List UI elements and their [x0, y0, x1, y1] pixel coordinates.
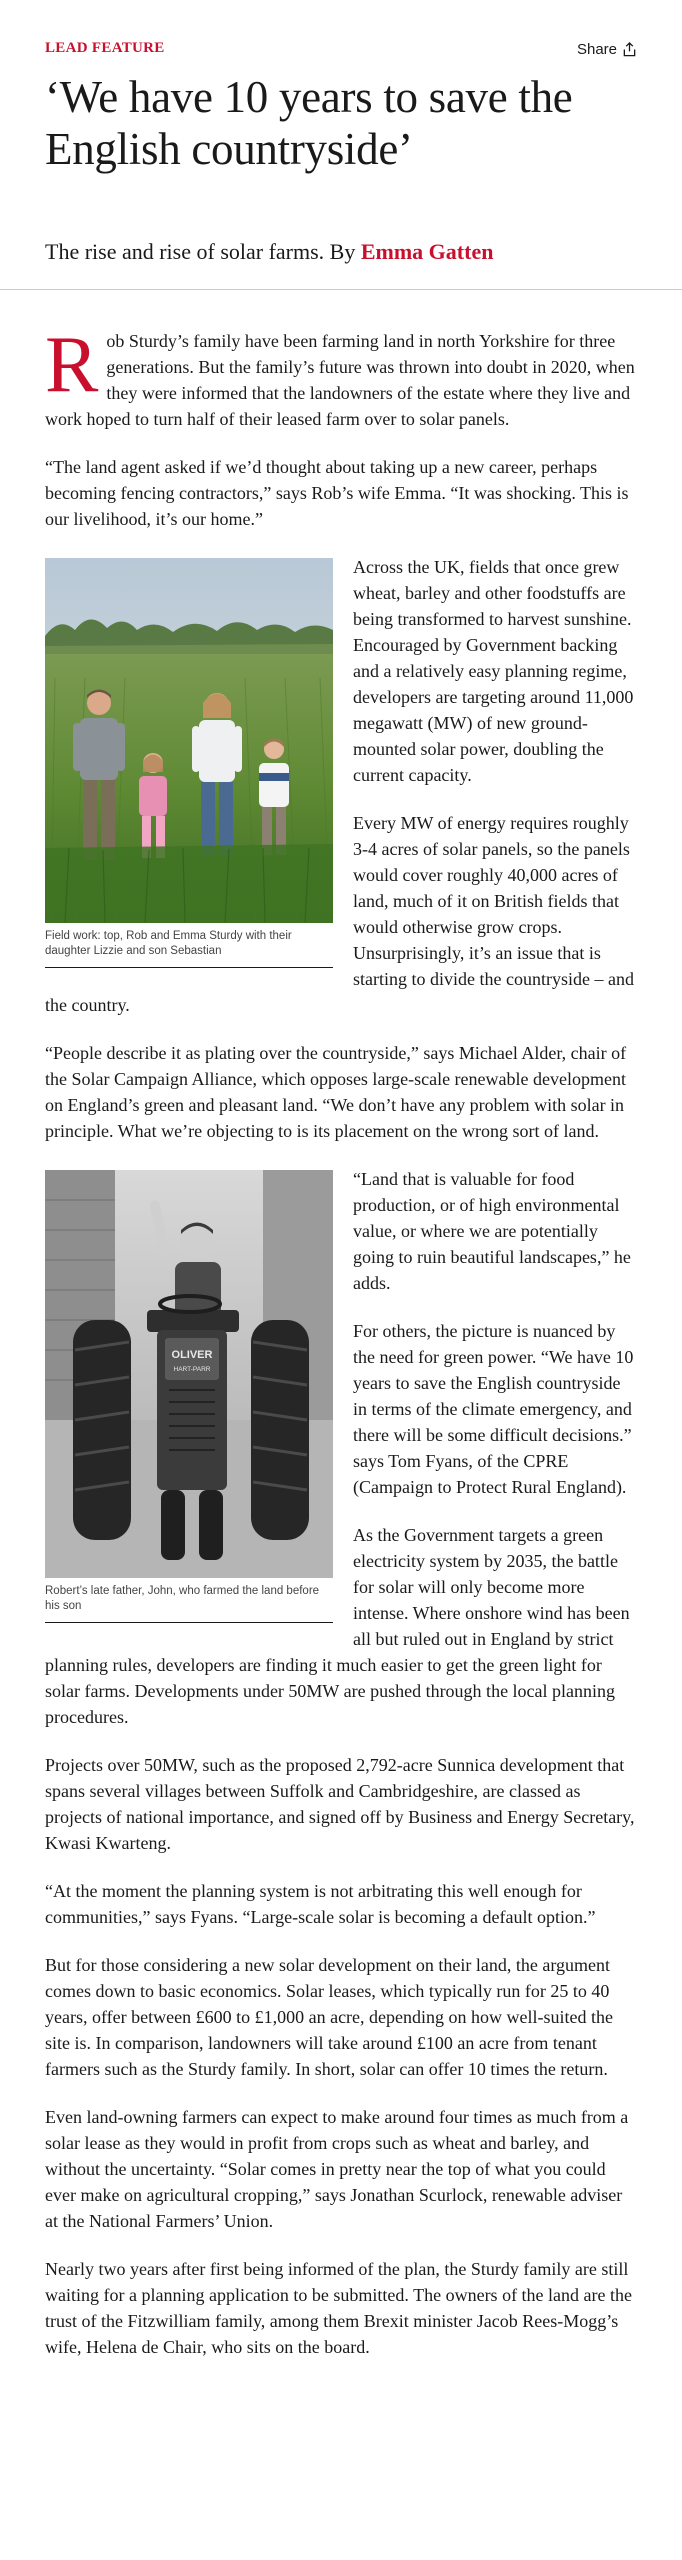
figure-2-caption: Robert’s late father, John, who farmed the land before his son	[45, 1584, 333, 1623]
tractor-badge-line1: OLIVER	[171, 1349, 213, 1361]
paragraph-1: Rob Sturdy’s family have been farming land in north Yorkshire for three generations. But the family’s future was thrown into doubt in 2020, when they were informed that the landowners of the estate where they live and work hoped to turn half of their leased farm over to solar panels.	[45, 321, 635, 429]
share-icon	[622, 42, 637, 57]
paragraph-11: But for those considering a new solar development on their land, the argument comes down to basic economics. Solar leases, which typically run for 25 to 40 years, offer between £600 to £1,000 an acre, depending on how well-suited the site is. In comparison, landowners will take around £100 an acre from tenant farmers such as the Sturdy family. In short, solar can offer 10 times the return.	[45, 1955, 613, 2079]
paragraph-9: Projects over 50MW, such as the proposed 2,792-acre Sunnica development that spans several villages between Suffolk and Cambridgeshire, are classed as projects of national importance, and signed off by Business and Energy Secretary, Kwasi Kwarteng.	[45, 1755, 635, 1853]
kicker-label: LEAD FEATURE	[45, 40, 165, 56]
paragraph-3: Across the UK, fields that once grew wheat, barley and other foodstuffs are being transformed to harvest sunshine. Encouraged by Government backing and a relatively easy planning regime, developers are targeting around 11,000 megawatt (MW) of new ground-mounted solar power, doubling the current capacity.	[353, 557, 634, 785]
article-header	[0, 0, 682, 267]
author-link[interactable]: Emma Gatten	[360, 239, 494, 264]
article-body	[0, 290, 682, 2360]
paragraph-8: As the Government targets a green electricity system by 2035, the battle for solar will only become more intense. Where onshore wind has been all but ruled out in England by strict planning rules, developers are finding it much easier to get the green light for solar farms. Developments under 50MW are pushed through the local planning procedures.	[45, 1525, 630, 1727]
share-label: Share	[576, 41, 617, 58]
tractor-photo	[45, 1170, 333, 1578]
paragraph-13: Nearly two years after first being informed of the plan, the Sturdy family are still waiting for a planning application to be submitted. The owners of the land are the trust of the Fitzwilliam family, among them Brexit minister Jacob Rees-Mogg’s wife, Helena de Chair, who sits on the board.	[45, 2259, 633, 2357]
paragraph-4: Every MW of energy requires roughly 3-4 acres of solar panels, so the panels would cover roughly 40,000 acres of land, much of it on British fields that would otherwise grow crops. Unsurprisingly, it’s an issue that is starting to divide the countryside – and the country.	[45, 813, 634, 1015]
paragraph-5: “People describe it as plating over the countryside,” says Michael Alder, chair of the Solar Campaign Alliance, which opposes large-scale renewable development on England’s green and pleasant land. “We don’t have any problem with solar in principle. What we’re objecting to is its placement on the wrong sort of land.	[45, 1043, 627, 1141]
paragraph-12: Even land-owning farmers can expect to make around four times as much from a solar lease as they would in profit from crops such as wheat and barley, and without the uncertainty. “Solar comes in pretty near the top of what you could ever make on agricultural cropping,” says Jonathan Scurlock, renewable adviser at the National Farmers’ Union.	[45, 2107, 629, 2231]
figure-tractor-photo	[45, 1170, 333, 1623]
tractor-badge-line2: HART-PARR	[173, 1366, 211, 1373]
paragraph-6: “Land that is valuable for food production, or of high environmental value, or where we are potentially going to ruin beautiful landscapes,” he adds.	[353, 1169, 631, 1293]
paragraph-2: “The land agent asked if we’d thought about taking up a new career, perhaps becoming fencing contractors,” says Rob’s wife Emma. “It was shocking. This is our livelihood, it’s our home.”	[45, 457, 629, 529]
standfirst-text: The rise and rise of solar farms. By	[45, 239, 361, 264]
share-button[interactable]	[577, 41, 637, 58]
headline: ‘We have 10 years to save the English countryside’	[45, 72, 573, 174]
paragraph-7: For others, the picture is nuanced by the need for green power. “We have 10 years to save the English countryside in terms of the climate emergency, and there will be some difficult decisions.” says Tom Fyans, of the CPRE (Campaign to Protect Rural England).	[353, 1321, 634, 1497]
family-field-photo	[45, 558, 333, 923]
paragraph-10: “At the moment the planning system is not arbitrating this well enough for communities,” says Fyans. “Large-scale solar is becoming a default option.”	[45, 1881, 596, 1927]
standfirst	[45, 237, 637, 267]
drop-cap: R	[45, 321, 99, 409]
figure-family-photo	[45, 558, 333, 968]
figure-1-caption: Field work: top, Rob and Emma Sturdy with their daughter Lizzie and son Sebastian	[45, 929, 333, 968]
